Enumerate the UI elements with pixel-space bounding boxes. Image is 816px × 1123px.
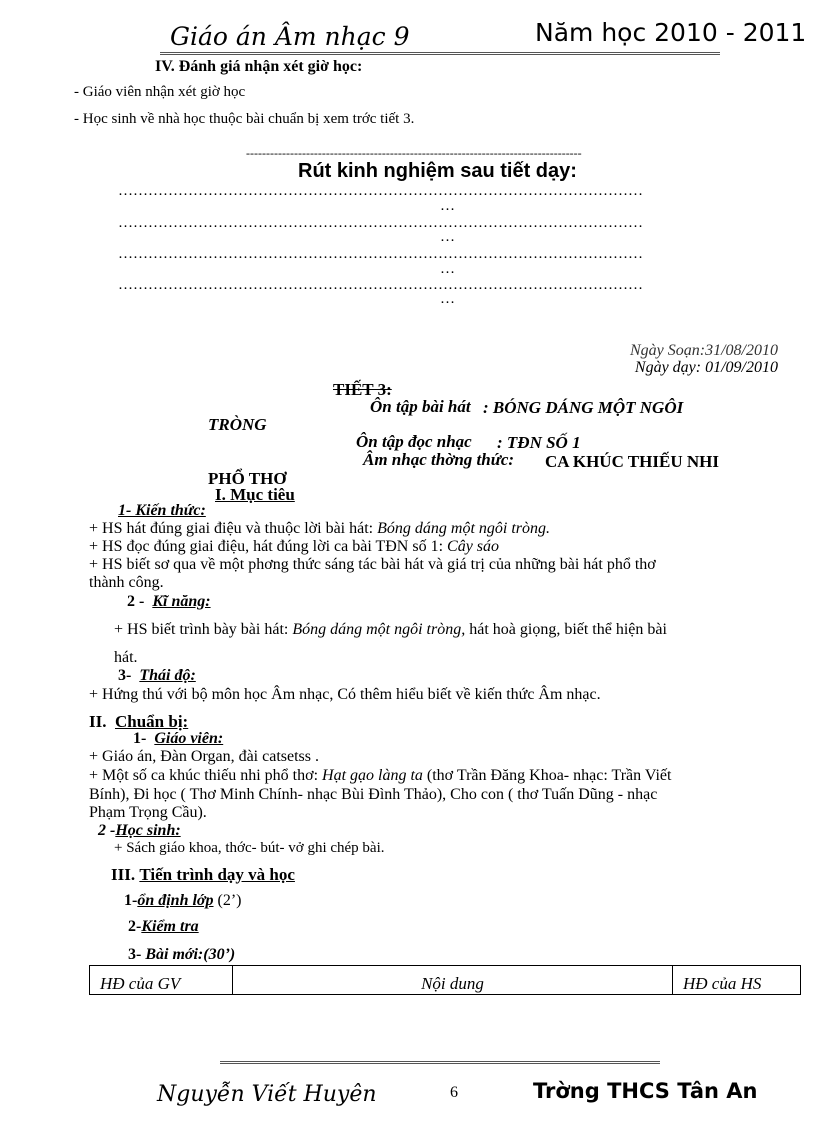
attitude-item-1: + Hứng thú với bộ môn học Âm nhạc, Có thêm hiểu biết về kiến thức Âm nhạc. [89, 686, 601, 703]
footer-school: Trờng THCS Tân An [533, 1079, 758, 1103]
knowledge-item-3: + HS biết sơ qua về một phơng thức sáng tác bài hát và giá trị của những bài hát phổ thơ [89, 556, 656, 573]
student-item-1: + Sách giáo khoa, thớc- bút- vở ghi chép bài. [114, 840, 385, 856]
dots-line: …………………………………………………………………………………………… [118, 215, 643, 231]
section4-item-1: - Giáo viên nhận xét giờ học [74, 84, 246, 100]
dots-line: …………………………………………………………………………………………… [118, 183, 643, 199]
preparation-heading: II. Chuẩn bị: [89, 712, 189, 731]
table-header-row [90, 966, 801, 995]
table-header-student: HĐ của HS [673, 966, 801, 995]
footer-author: Nguyễn Viết Huyên [157, 1082, 377, 1107]
lesson-number: TIẾT 3: [333, 380, 392, 399]
lesson-line1-cont: TRÒNG [208, 415, 267, 434]
skill-item-1-cont: hát. [114, 649, 138, 666]
section4-item-2: - Học sinh về nhà học thuộc bài chuẩn bị xem trớc tiết 3. [74, 111, 415, 127]
footer-rule [220, 1061, 660, 1064]
dots-line: …………………………………………………………………………………………… [118, 277, 643, 293]
table-header-content: Nội dung [233, 966, 673, 995]
teacher-item-1: + Giáo án, Đàn Organ, đài catsetss . [89, 748, 319, 765]
teacher-item-2-line3: Phạm Trọng Cầu). [89, 804, 207, 821]
activity-table [89, 965, 801, 995]
dots-tail: … [440, 229, 455, 245]
knowledge-item-1: + HS hát đúng giai điệu và thuộc lời bài hát: Bóng dáng một ngôi tròng. [89, 520, 550, 537]
experience-divider: ------------------------------------------------------------------------------------ [246, 146, 582, 160]
process-heading: III. Tiến trình dạy và học [111, 865, 295, 884]
process-step-3: 3- Bài mới:(30’) [128, 946, 236, 963]
knowledge-title: 1- Kiến thức: [118, 502, 206, 519]
dots-line: …………………………………………………………………………………………… [118, 246, 643, 262]
student-heading: 2 -Học sinh: [98, 822, 181, 839]
table-header-teacher: HĐ của GV [90, 966, 233, 995]
header-rule [160, 52, 720, 55]
skill-item-1: + HS biết trình bày bài hát: Bóng dáng một ngôi tròng, hát hoà giọng, biết thể hiện bài [114, 621, 667, 638]
process-step-1: 1-ổn định lớp (2’) [124, 892, 242, 909]
lesson-line1-value: : BÓNG DÁNG MỘT NGÔI [483, 398, 684, 417]
lesson-line1-label: Ôn tập bài hát [370, 397, 471, 416]
dots-tail: … [440, 291, 455, 307]
knowledge-item-2: + HS đọc đúng giai điệu, hát đúng lời ca bài TĐN số 1: Cây sáo [89, 538, 500, 555]
teacher-item-2-line2: Bính), Đi học ( Thơ Minh Chính- nhạc Bùi Đình Thảo), Cho con ( thơ Tuấn Dũng - nhạc [89, 786, 658, 803]
experience-title: Rút kinh nghiệm sau tiết dạy: [298, 160, 577, 182]
header-subject: Giáo án Âm nhạc 9 [170, 22, 410, 51]
header-year: Năm học 2010 - 2011 [535, 18, 807, 47]
page-number: 6 [450, 1084, 458, 1101]
skill-heading: 2 - Kĩ năng: [127, 593, 211, 610]
lesson-line3-label: Âm nhạc thờng thức: [363, 450, 515, 469]
teacher-heading: 1- Giáo viên: [133, 730, 224, 747]
date-prepared: Ngày Soạn:31/08/2010 [630, 342, 778, 359]
objectives-title: I. Mục tiêu [215, 485, 295, 504]
process-step-2: 2-Kiểm tra [128, 918, 199, 935]
lesson-line3-value: CA KHÚC THIẾU NHI [545, 452, 719, 471]
teacher-item-2: + Một số ca khúc thiếu nhi phổ thơ: Hạt gạo làng ta (thơ Trần Đăng Khoa- nhạc: Trần Viết [89, 767, 672, 784]
dots-tail: … [440, 198, 455, 214]
date-taught: Ngày dạy: 01/09/2010 [634, 359, 778, 376]
knowledge-item-3-cont: thành công. [89, 574, 164, 591]
lesson-line2-label: Ôn tập đọc nhạc [356, 432, 472, 451]
dots-tail: … [440, 261, 455, 277]
lesson-line2-value: : TĐN SỐ 1 [497, 433, 581, 452]
section4-title: IV. Đánh giá nhận xét giờ học: [155, 58, 363, 75]
attitude-heading: 3- Thái độ: [118, 667, 196, 684]
lesson-line3-cont: PHỔ THƠ [208, 469, 287, 488]
